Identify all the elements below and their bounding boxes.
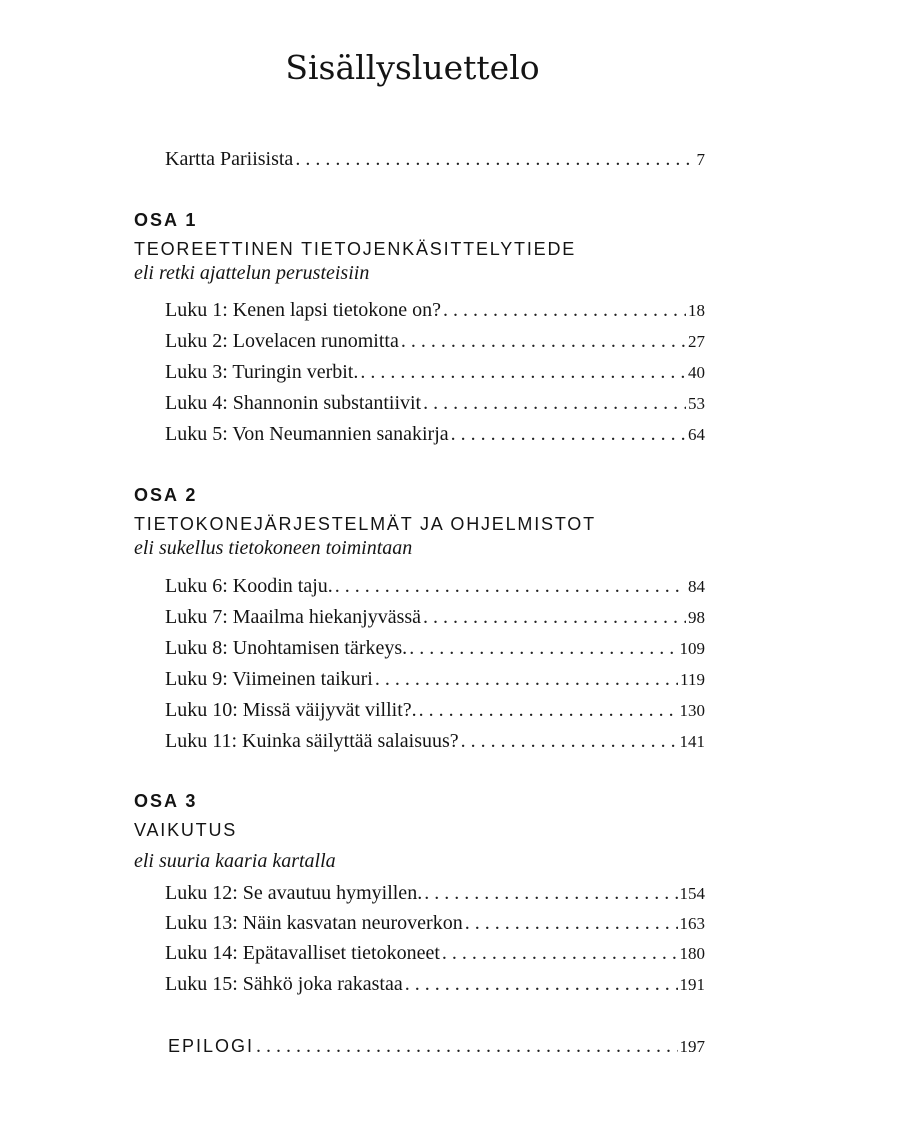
toc-entry-label: Luku 14: Epätavalliset tietokoneet [165,942,440,964]
toc-entry-label: EPILOGI [168,1036,255,1056]
dot-leader [443,298,686,322]
toc-entry-page: 98 [688,608,705,627]
toc-entry-label: Luku 15: Sähkö joka rakastaa [165,973,403,995]
toc-entry-label: Luku 12: Se avautuu hymyillen. [165,882,423,904]
dot-leader [465,911,678,935]
dot-leader [295,147,694,171]
toc-entry-chapter-9[interactable] [165,667,705,692]
part-3-subtitle: eli suuria kaaria kartalla [134,850,336,872]
toc-entry-label: Luku 9: Viimeinen taikuri [165,668,373,690]
part-3-heading: VAIKUTUS [134,820,238,840]
toc-entry-page: 119 [680,670,705,689]
toc-entry-label: Luku 1: Kenen lapsi tietokone on? [165,299,442,321]
toc-entry-label: Luku 3: Turingin verbit. [165,361,359,383]
toc-entry-label: Luku 10: Missä väijyvät villit?. [165,699,417,721]
toc-entry-chapter-10[interactable] [165,698,705,723]
toc-entry-chapter-7[interactable] [165,605,705,630]
toc-entry-page: 180 [679,944,705,963]
toc-entry-label: Luku 13: Näin kasvatan neuroverkon [165,912,463,934]
toc-entry-label: Luku 2: Lovelacen runomitta [165,330,399,352]
dot-leader [451,422,686,446]
part-2-label: OSA 2 [134,485,198,505]
toc-entry-label: Luku 7: Maailma hiekanjyvässä [165,606,422,628]
toc-entry-page: 18 [688,301,705,320]
part-1-label: OSA 1 [134,210,198,230]
toc-entry-chapter-12[interactable] [165,881,705,906]
dot-leader [401,329,686,353]
dot-leader [256,1034,677,1058]
dot-leader [360,360,686,384]
dot-leader [409,636,677,660]
toc-entry-page: 64 [688,425,705,444]
toc-entry-page: 40 [688,363,705,382]
toc-entry-chapter-3[interactable] [165,360,705,385]
toc-entry-page: 84 [688,577,705,596]
part-2-heading: TIETOKONEJÄRJESTELMÄT JA OHJELMISTOT [134,514,596,534]
toc-entry-label: Kartta Pariisista [165,148,294,170]
dot-leader [423,605,686,629]
toc-entry-page: 27 [688,332,705,351]
dot-leader [424,881,677,905]
toc-entry-page: 197 [679,1037,705,1056]
toc-entry-chapter-1[interactable] [165,298,705,323]
toc-entry-chapter-5[interactable] [165,422,705,447]
toc-entry-label: Luku 5: Von Neumannien sanakirja [165,423,449,445]
dot-leader [335,574,686,598]
toc-entry-page: 7 [696,150,705,169]
toc-entry-chapter-11[interactable] [165,729,705,754]
toc-entry-chapter-13[interactable] [165,911,705,936]
toc-entry-chapter-6[interactable] [165,574,705,599]
toc-entry-page: 109 [679,639,705,658]
toc-entry-page: 141 [679,732,705,751]
toc-entry-page: 154 [679,884,705,903]
toc-entry-label: Luku 4: Shannonin substantiivit [165,392,422,414]
toc-entry-chapter-14[interactable] [165,941,705,966]
page-title: Sisällysluettelo [285,48,540,87]
dot-leader [442,941,678,965]
toc-entry-chapter-4[interactable] [165,391,705,416]
part-3-label: OSA 3 [134,791,198,811]
toc-entry-label: Luku 11: Kuinka säilyttää salaisuus? [165,730,459,752]
part-1-heading: TEOREETTINEN TIETOJENKÄSITTELYTIEDE [134,239,577,259]
toc-entry-page: 130 [679,701,705,720]
dot-leader [423,391,686,415]
part-2-subtitle: eli sukellus tietokoneen toimintaan [134,537,413,559]
dot-leader [419,698,678,722]
toc-entry-label: Luku 6: Koodin taju. [165,575,333,597]
toc-entry-chapter-15[interactable] [165,972,705,997]
dot-leader [405,972,678,996]
toc-entry-chapter-8[interactable] [165,636,705,661]
dot-leader [461,729,678,753]
toc-entry-label: Luku 8: Unohtamisen tärkeys. [165,637,408,659]
part-1-subtitle: eli retki ajattelun perusteisiin [134,262,370,284]
toc-entry-chapter-2[interactable] [165,329,705,354]
toc-entry-page: 53 [688,394,705,413]
toc-entry-intro[interactable] [165,147,705,172]
dot-leader [375,667,678,691]
toc-entry-page: 191 [679,975,705,994]
toc-entry-page: 163 [679,914,705,933]
toc-entry-epilogue[interactable] [168,1034,705,1059]
